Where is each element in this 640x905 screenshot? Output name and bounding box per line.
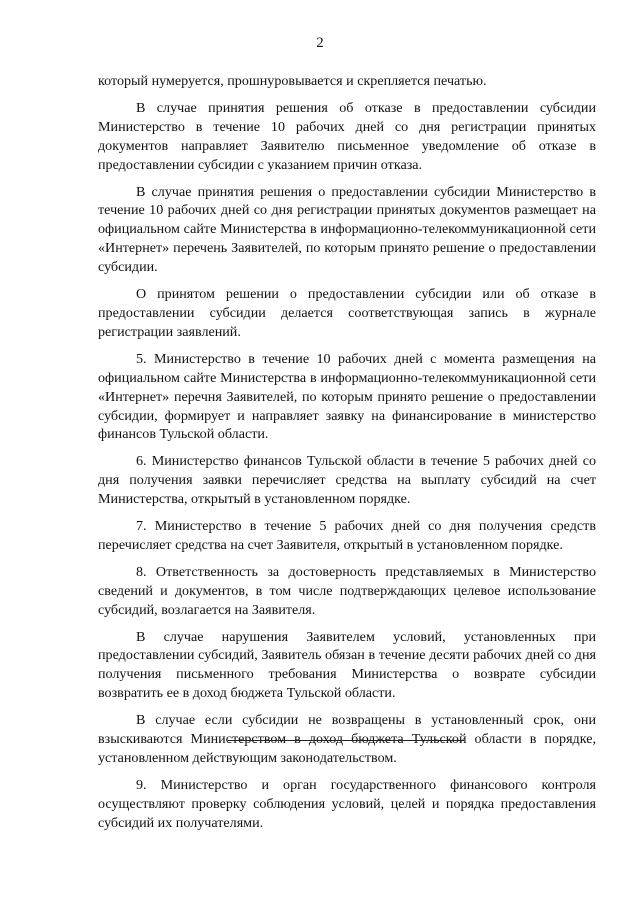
paragraph-recovery: В случае если субсидии не возвращены в установленный срок, они взыскиваются Министерством в доход бюджета Тульской области в порядке, установленном действующим законодательством.	[98, 712, 596, 766]
document-body	[98, 72, 596, 841]
paragraph-item-5: 5. Министерство в течение 10 рабочих дней с момента размещения на официальном сайте Министерства в информационно-телекоммуникационной сети «Интернет» перечня Заявителей, по которым принято решение о предоставлении субсидии, формирует и направляет заявку на финансирование в министерство финансов Тульской области.	[98, 350, 596, 443]
paragraph-continuation: который нумеруется, прошнуровывается и скрепляется печатью.	[98, 73, 487, 89]
paragraph-item-7: 7. Министерство в течение 5 рабочих дней со дня получения средств перечисляет средства на счет Заявителя, открытый в установленном порядке.	[98, 518, 596, 553]
paragraph-item-9: 9. Министерство и орган государственного финансового контроля осуществляют проверку соблюдения условий, целей и порядка предоставления субсидий их получателями.	[98, 776, 596, 831]
paragraph-violation-return: В случае нарушения Заявителем условий, установленных при предоставлении субсидий, Заявитель обязан в течение десяти рабочих дней со дня получения письменного требования Министерства о возврате субсидии возвратить ее в доход бюджета Тульской области.	[98, 628, 596, 702]
closing-divider-line	[228, 740, 464, 741]
page-number: 2	[316, 35, 324, 51]
paragraph-approval-publication: В случае принятия решения о предоставлении субсидии Министерство в течение 10 рабочих дней со дня регистрации принятых документов размещает на официальном сайте Министерства в информационно-телекоммуникационной сети «Интернет» перечень Заявителей, по которым принято решение о предоставлении субсидии.	[98, 183, 596, 276]
paragraph-journal-record: О принятом решении о предоставлении субсидии или об отказе в предоставлении субсидии делается соответствующая запись в журнале регистрации заявлений.	[98, 286, 596, 340]
paragraph-refusal-notice: В случае принятия решения об отказе в предоставлении субсидии Министерство в течение 10 рабочих дней со дня регистрации принятых документов направляет Заявителю письменное уведомление об отказе в предоставлении субсидии с указанием причин отказа.	[98, 99, 596, 173]
paragraph-item-6: 6. Министерство финансов Тульской области в течение 5 рабочих дней со дня получения заявки перечисляет средства на выплату субсидий на счет Министерства, открытый в установленном порядке.	[98, 453, 596, 508]
paragraph-item-8: 8. Ответственность за достоверность представляемых в Министерство сведений и документов, в том числе подтверждающих целевое использование субсидий, возлагается на Заявителя.	[98, 563, 596, 618]
